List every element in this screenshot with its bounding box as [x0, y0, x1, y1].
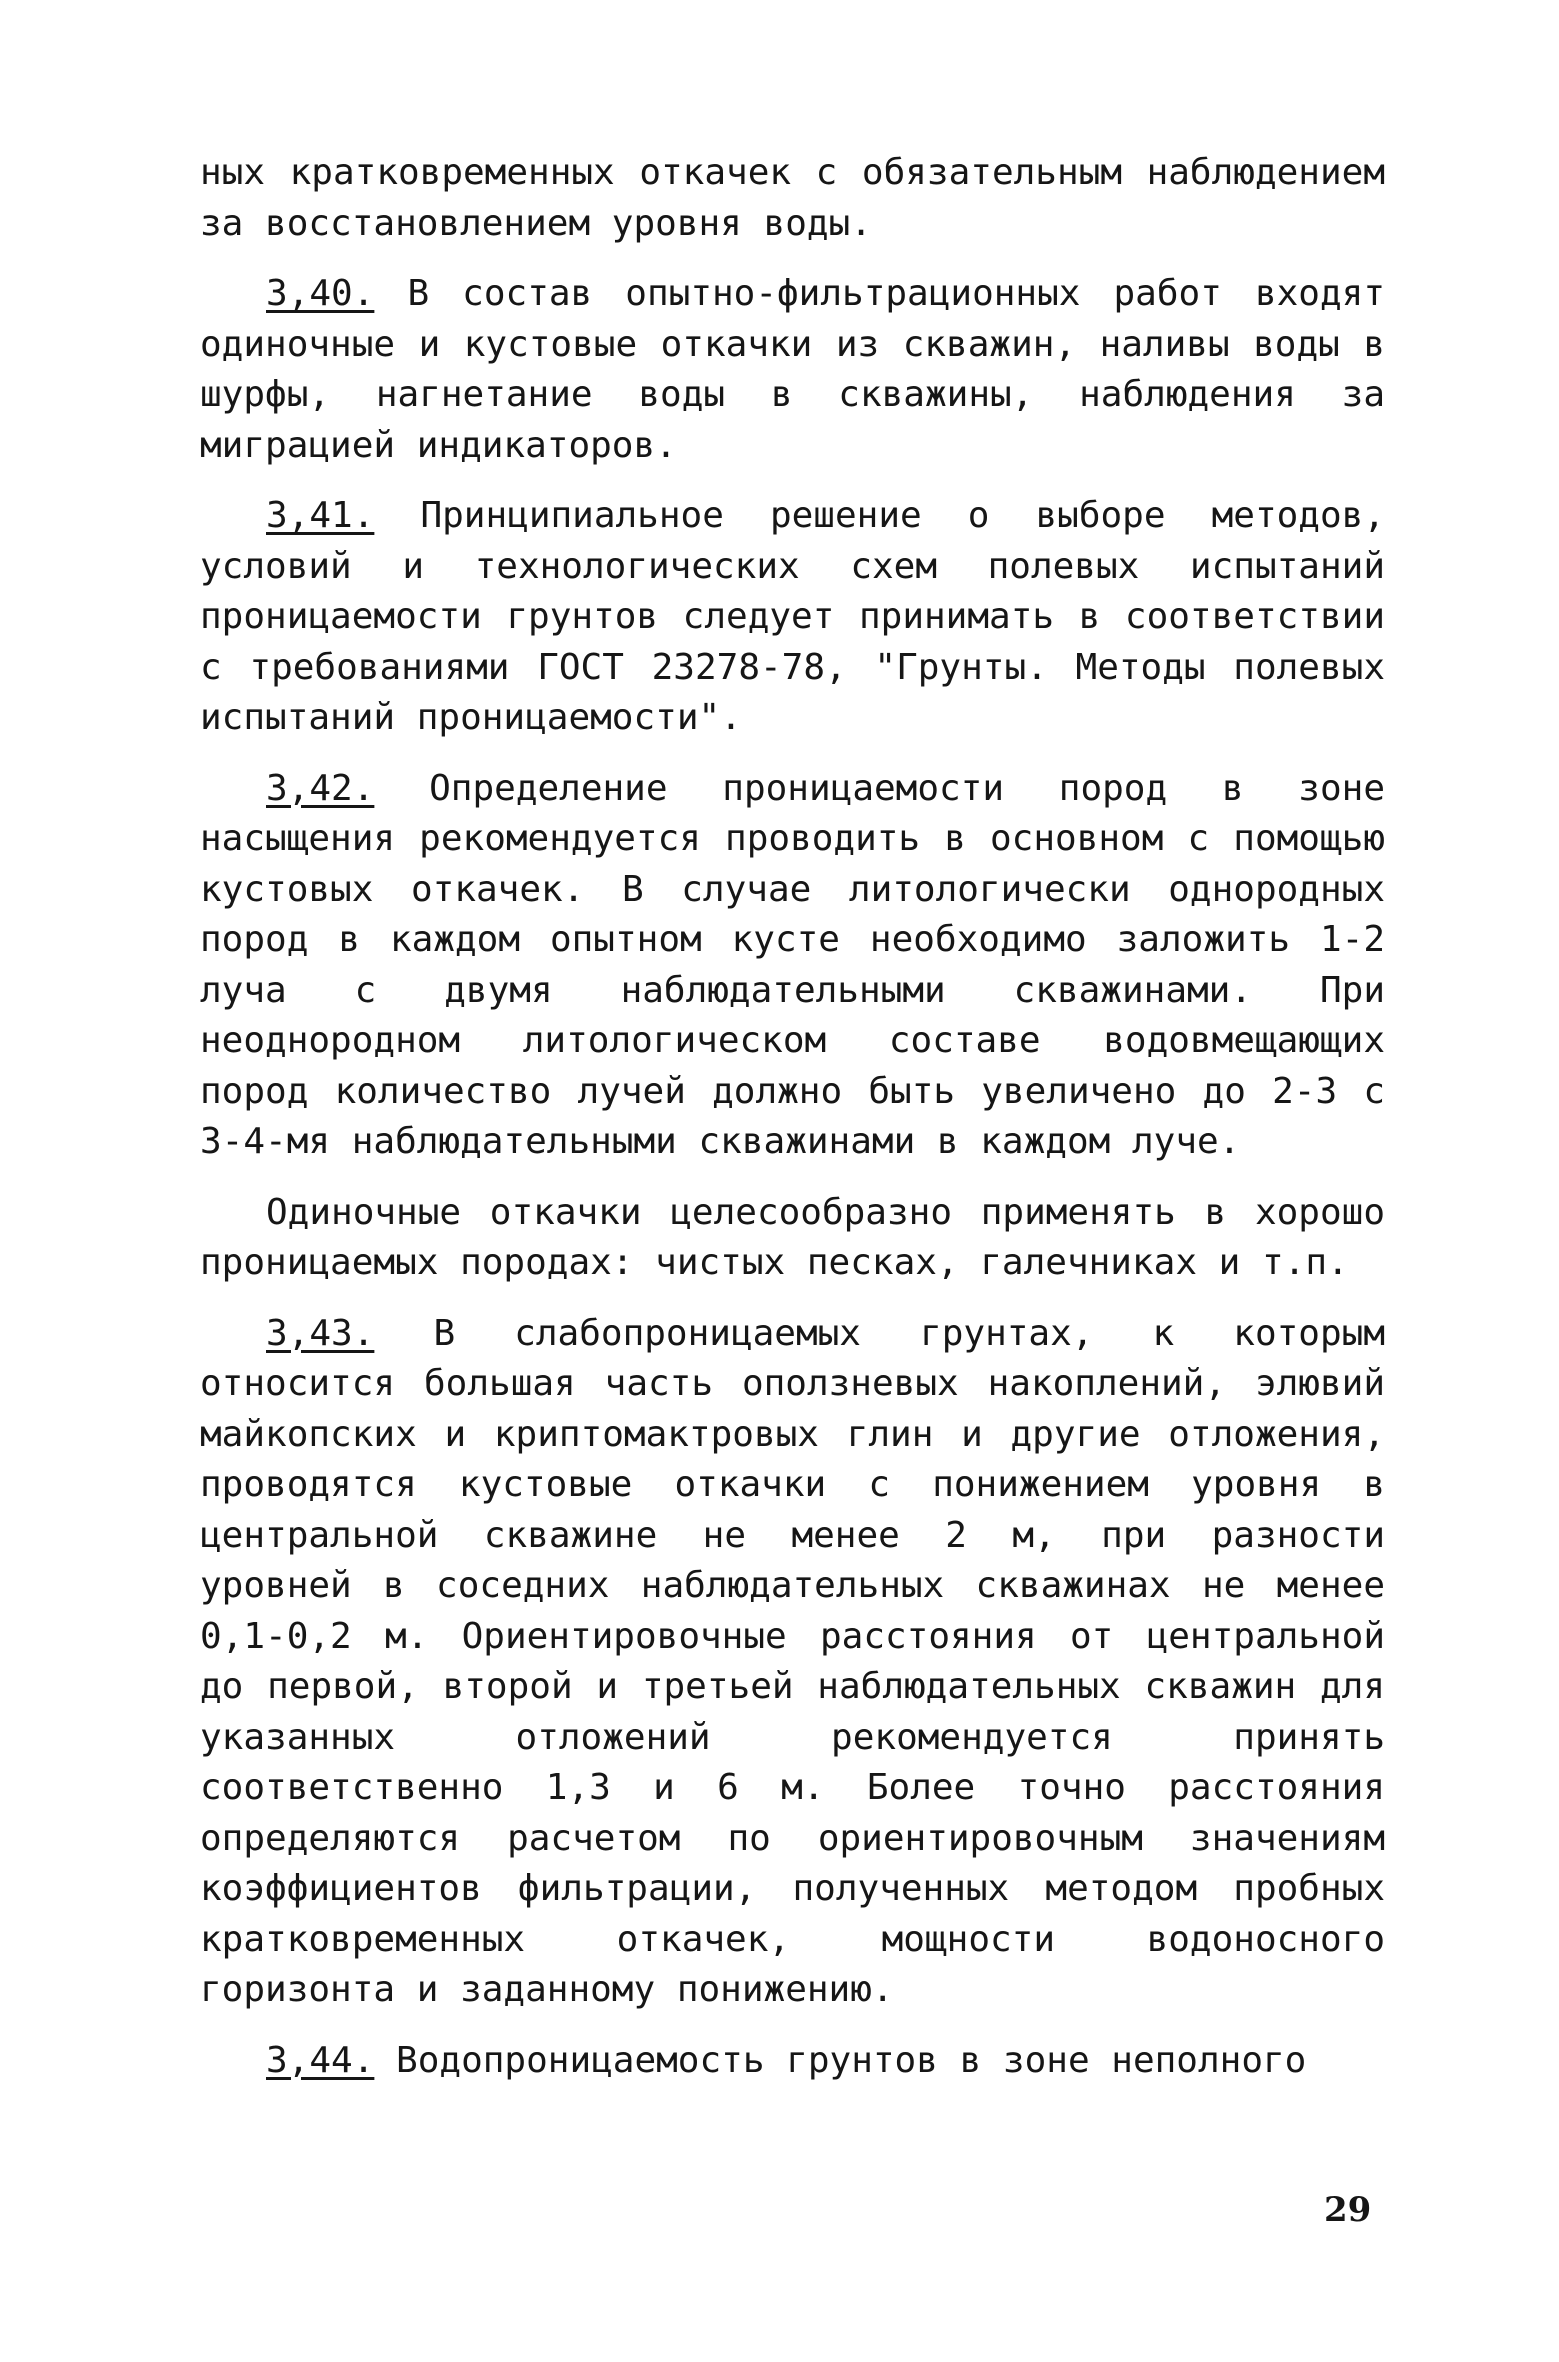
page-number: 29 — [1324, 2190, 1372, 2230]
paragraph-3-43 — [200, 1309, 1385, 2016]
section-number: 3,41. — [266, 495, 375, 536]
paragraph-3-40 — [200, 269, 1385, 471]
document-page — [200, 148, 1385, 2106]
paragraph-continuation — [200, 148, 1385, 249]
paragraph-3-44 — [200, 2036, 1385, 2087]
section-number: 3,42. — [266, 767, 375, 809]
section-number: 3,43. — [266, 1312, 375, 1354]
paragraph-text: Водопроницаемость грунтов в зоне неполного — [374, 2039, 1307, 2081]
paragraph-3-41 — [200, 491, 1385, 744]
paragraph-text: В состав опытно-фильтрационных работ входят одиночные и кустовые откачки из скважин, наливы воды в шурфы, нагнетание воды в скважины, наблюдения за миграцией индикаторов. — [200, 273, 1385, 466]
section-number: 3,40. — [266, 273, 375, 314]
paragraph-3-42 — [200, 764, 1385, 1168]
paragraph-text: ных кратковременных откачек с обязательным наблюдением за восстановлением уровня воды. — [200, 152, 1385, 244]
paragraph-text: Принципиальное решение о выборе методов, условий и технологических схем полевых испытаний проницаемости грунтов следует принимать в соответствии с требованиями ГОСТ 23278-78, "Грунты. Методы полевых испытаний проницаемости". — [200, 495, 1385, 738]
paragraph-text: Одиночные откачки целесообразно применять в хорошо проницаемых породах: чистых песках, галечниках и т.п. — [200, 1191, 1385, 1283]
section-number: 3,44. — [266, 2039, 375, 2081]
paragraph-single-pumping — [200, 1188, 1385, 1289]
paragraph-text: Определение проницаемости пород в зоне насыщения рекомендуется проводить в основном с помощью кустовых откачек. В случае литологически однородных пород в каждом опытном кусте необходимо заложить 1-2 луча с двумя наблюдательными скважинами. При неоднородном литологическом составе водовмещающих пород количество лучей должно быть увеличено до 2-3 с 3-4-мя наблюдательными скважинами в каждом луче. — [200, 767, 1385, 1162]
paragraph-text: В слабопроницаемых грунтах, к которым относится большая часть оползневых накоплений, элювий майкопских и криптомактровых глин и другие отложения, проводятся кустовые откачки с понижением уровня в центральной скважине не менее 2 м, при разности уровней в соседних наблюдательных скважинах не менее 0,1-0,2 м. Ориентировочные расстояния от центральной до первой, второй и третьей наблюдательных скважин для указанных отложений рекомендуется принять соответственно 1,3 и 6 м. Более точно расстояния определяются расчетом по ориентировочным значениям коэффициентов фильтрации, полученных методом пробных кратковременных откачек, мощности водоносного горизонта и заданному понижению. — [200, 1312, 1385, 2010]
